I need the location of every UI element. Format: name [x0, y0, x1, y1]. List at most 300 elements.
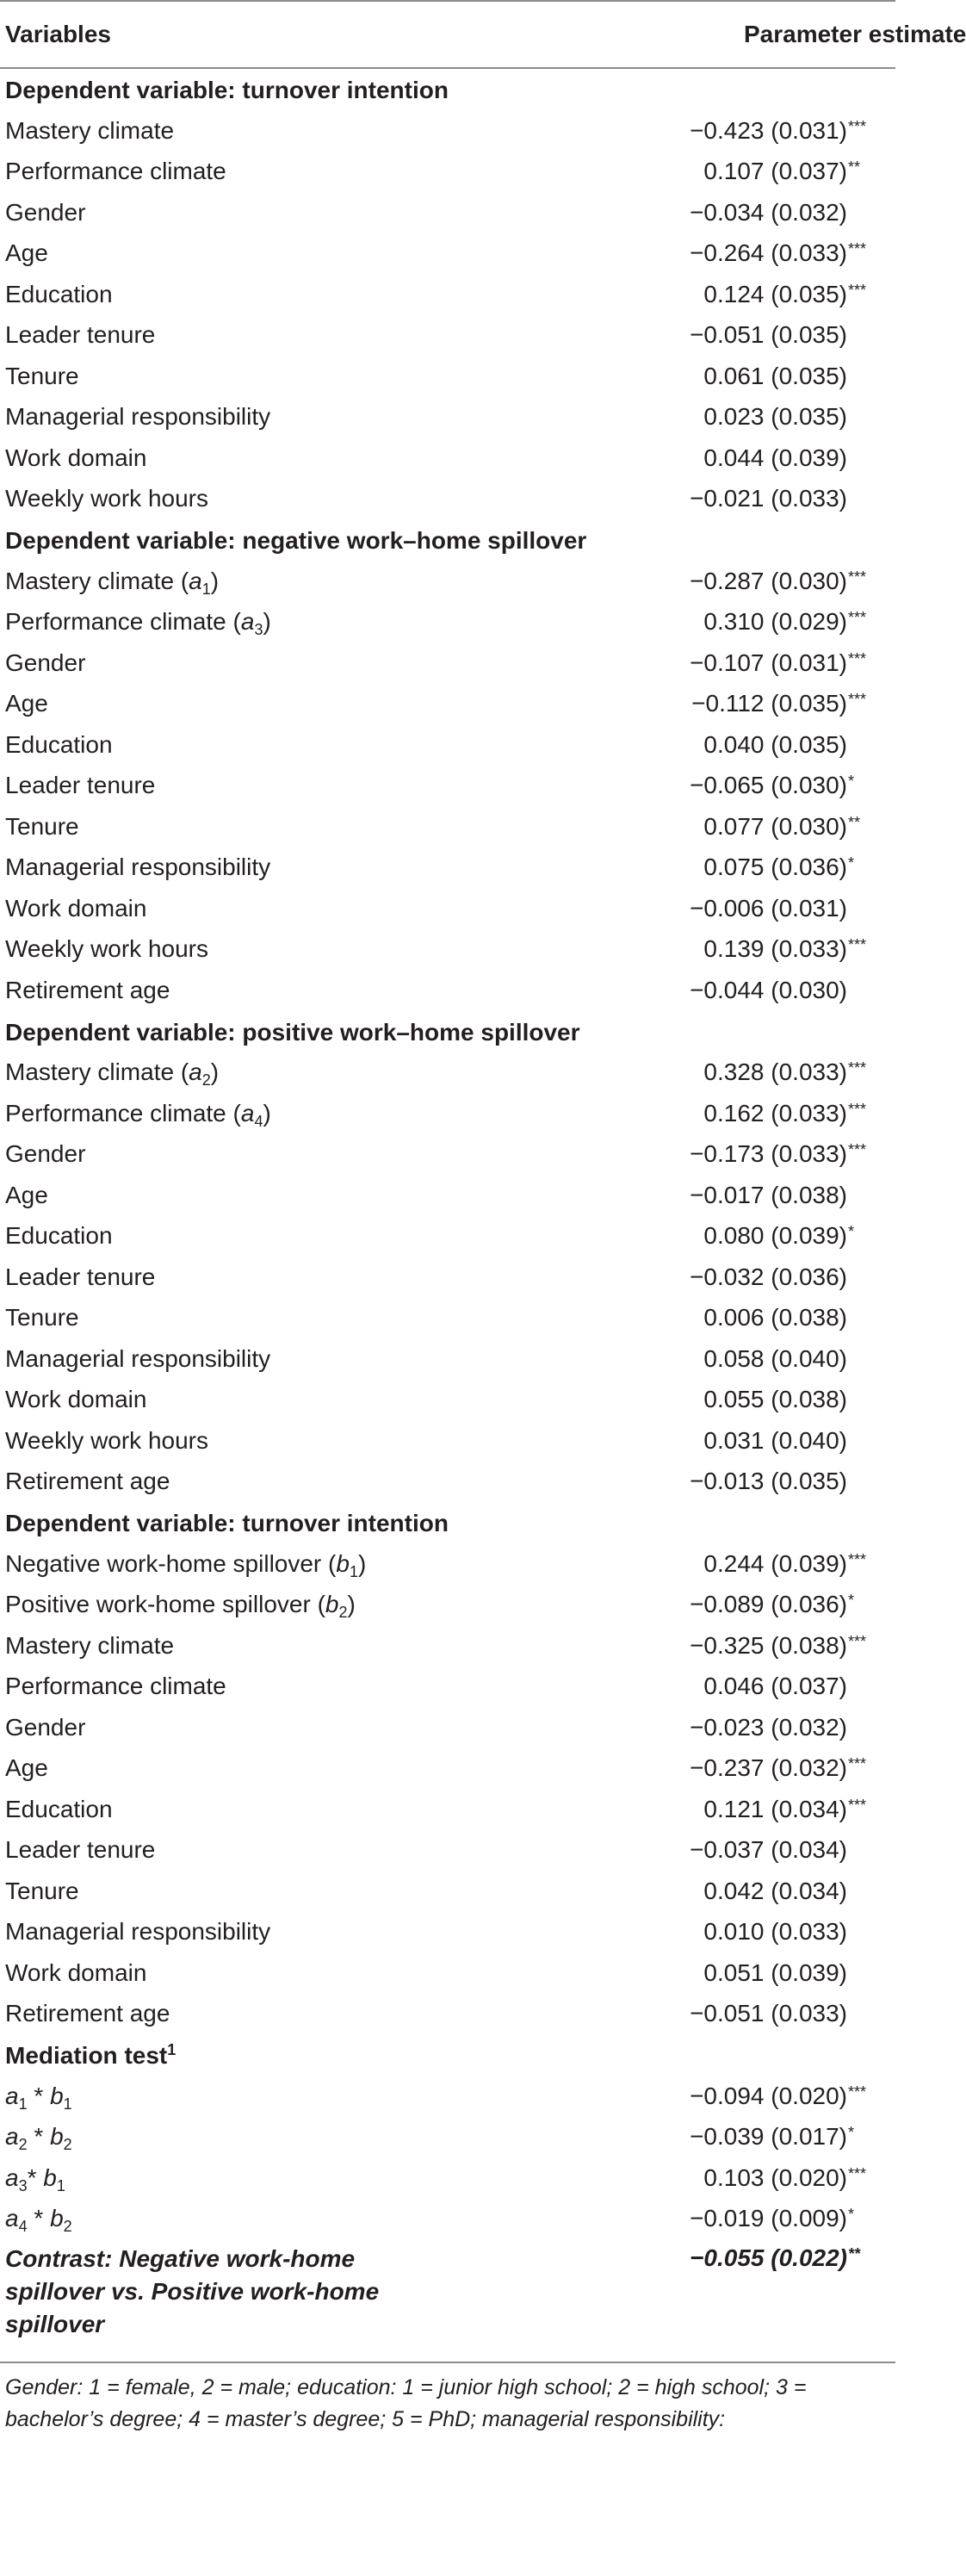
- variable-label-end: ): [263, 1099, 271, 1127]
- estimate-cell: [448, 444, 895, 472]
- significance-stars: ***: [848, 281, 867, 299]
- estimate-value: −0.325 (0.038): [690, 1631, 847, 1659]
- estimate-value: −0.094 (0.020): [690, 2082, 847, 2109]
- significance-stars: ***: [848, 2164, 867, 2182]
- table-row: [0, 642, 895, 684]
- table-row: [0, 1093, 895, 1134]
- path-subscript-a: 3: [18, 2176, 28, 2194]
- table-row: [0, 1175, 895, 1216]
- variable-cell: [0, 1140, 448, 1168]
- estimate-value: −0.019 (0.009): [690, 2205, 847, 2232]
- variable-cell: [0, 608, 448, 639]
- estimate-value: 0.055 (0.038): [703, 1386, 847, 1413]
- table-row: [0, 1871, 895, 1912]
- significance-stars: ***: [848, 691, 867, 709]
- estimate-cell: [448, 1959, 895, 1987]
- path-subscript: 1: [349, 1562, 358, 1580]
- variable-cell: [0, 1918, 448, 1946]
- variable-label: Managerial responsibility: [5, 853, 271, 881]
- variable-label: Weekly work hours: [5, 935, 209, 963]
- variable-cell: [0, 444, 448, 472]
- path-subscript-b: 2: [63, 2218, 72, 2236]
- estimate-cell: [448, 485, 895, 512]
- table-row: [0, 1952, 895, 1994]
- variable-label: Work domain: [5, 1958, 147, 1986]
- variable-label: Education: [5, 280, 113, 307]
- significance-stars: ***: [848, 1796, 867, 1814]
- path-symbol: a: [240, 1099, 255, 1127]
- variable-label: Retirement age: [5, 976, 170, 1003]
- estimate-cell: [448, 1058, 895, 1086]
- estimate-cell: [448, 649, 895, 677]
- estimate-value: −0.021 (0.033): [690, 485, 847, 512]
- variable-label: Performance climate: [5, 1673, 226, 1700]
- variable-cell: [0, 1222, 448, 1250]
- path-symbol-b: b: [50, 2082, 64, 2109]
- estimate-value: 0.075 (0.036): [703, 853, 847, 881]
- table-row: [0, 1994, 895, 2035]
- section-heading: [0, 2034, 895, 2076]
- estimate-value: 0.046 (0.037): [703, 1673, 847, 1700]
- estimate-value: 0.006 (0.038): [703, 1304, 847, 1331]
- variable-cell: [0, 2123, 448, 2154]
- significance-stars: *: [848, 1223, 855, 1241]
- variable-cell: [0, 1878, 448, 1905]
- table-row: [0, 1912, 895, 1953]
- estimate-cell: [448, 772, 895, 799]
- estimate-cell: [448, 158, 895, 185]
- variable-cell: [0, 1304, 448, 1331]
- estimate-cell: [448, 1632, 895, 1660]
- variable-label: Work domain: [5, 444, 147, 471]
- table-row: [0, 192, 895, 233]
- variable-cell: [0, 772, 448, 799]
- table-row: [0, 1462, 895, 1503]
- variable-cell: [0, 199, 448, 227]
- estimate-value: 0.023 (0.035): [703, 403, 847, 431]
- estimate-cell: [448, 2123, 895, 2151]
- section-title-text: Dependent variable: positive work–home spillover: [5, 1018, 580, 1046]
- variable-label-end: ): [210, 1058, 220, 1086]
- estimate-value: −0.112 (0.035): [691, 690, 847, 717]
- variable-cell: [0, 403, 448, 431]
- variable-cell: [0, 813, 448, 841]
- significance-stars: ***: [848, 1100, 867, 1118]
- variable-label: Retirement age: [5, 1468, 170, 1495]
- estimate-value: 0.310 (0.029): [703, 608, 847, 636]
- estimate-cell: [448, 403, 895, 431]
- estimate-value: −0.065 (0.030): [690, 772, 847, 799]
- estimate-value: −0.173 (0.033): [690, 1140, 847, 1168]
- estimate-cell: [448, 2000, 895, 2027]
- estimate-value: 0.031 (0.040): [703, 1426, 847, 1454]
- variable-cell: [0, 1796, 448, 1823]
- variable-label: Negative work-home spillover (: [5, 1549, 337, 1577]
- variable-label: Retirement age: [5, 2000, 170, 2027]
- variable-label: Managerial responsibility: [5, 403, 271, 431]
- table-row: [0, 356, 895, 397]
- estimate-cell: [448, 117, 895, 145]
- estimate-value: 0.103 (0.020): [703, 2163, 847, 2191]
- significance-stars: ***: [848, 1141, 867, 1159]
- path-subscript: 2: [338, 1604, 348, 1622]
- table-row: [0, 233, 895, 275]
- variable-label: Leader tenure: [5, 1836, 156, 1864]
- path-symbol: a: [189, 567, 202, 594]
- estimate-cell: [448, 281, 895, 308]
- estimate-value: 0.010 (0.033): [703, 1918, 847, 1946]
- variable-cell: [0, 690, 448, 717]
- variable-cell: [0, 1836, 448, 1864]
- variable-label: Weekly work hours: [5, 485, 209, 512]
- table-row: [0, 397, 895, 438]
- variable-label-end: ): [210, 567, 220, 594]
- estimate-cell: [448, 731, 895, 759]
- estimate-cell: [448, 1468, 895, 1495]
- section-heading: [0, 519, 895, 561]
- variable-cell: [0, 117, 448, 145]
- estimate-value: −0.089 (0.036): [690, 1591, 847, 1618]
- variable-cell: [0, 1550, 448, 1578]
- estimate-value: 0.080 (0.039): [703, 1222, 847, 1250]
- significance-stars: ***: [848, 1755, 867, 1773]
- table-row: [0, 2157, 895, 2199]
- variable-label: Work domain: [5, 894, 147, 922]
- section-title-text: Dependent variable: negative work–home spillover: [5, 527, 587, 554]
- variable-label-end: ): [263, 608, 271, 636]
- variable-label: Performance climate (: [5, 608, 241, 636]
- significance-stars: ***: [848, 240, 867, 258]
- variable-label: Education: [5, 1222, 113, 1250]
- table-row: [0, 970, 895, 1011]
- estimate-value: 0.044 (0.039): [703, 444, 847, 471]
- estimate-value: −0.051 (0.035): [690, 321, 847, 349]
- variable-label: Age: [5, 690, 48, 717]
- path-subscript-b: 1: [63, 2095, 72, 2113]
- variable-cell: [0, 281, 448, 308]
- section-title: [0, 74, 895, 107]
- table-row: [0, 1667, 895, 1708]
- significance-stars: ***: [848, 936, 867, 954]
- contrast-label: Contrast: Negative work-home spillover vs. Positive work-home spillover: [5, 2245, 380, 2337]
- estimate-cell: [448, 813, 895, 841]
- estimate-cell: [448, 1427, 895, 1455]
- estimate-value: 0.042 (0.034): [703, 1877, 847, 1904]
- variable-cell: [0, 158, 448, 185]
- contrast-row: [0, 2239, 895, 2346]
- estimate-cell: [448, 977, 895, 1004]
- variable-label: Weekly work hours: [5, 1426, 209, 1454]
- estimate-cell: [448, 2164, 895, 2192]
- variable-label: Age: [5, 1181, 48, 1208]
- estimate-cell: [448, 1345, 895, 1373]
- table-row: [0, 1748, 895, 1790]
- variable-label: Performance climate (: [5, 1099, 241, 1127]
- estimate-value: 0.058 (0.040): [703, 1344, 847, 1372]
- variable-label: Leader tenure: [5, 321, 156, 349]
- path-symbol-b: b: [50, 2205, 64, 2232]
- path-symbol-b: b: [50, 2123, 64, 2151]
- estimate-cell: [448, 1386, 895, 1413]
- significance-stars: *: [848, 1592, 855, 1610]
- significance-stars: ***: [848, 1550, 867, 1568]
- variable-label: Tenure: [5, 812, 79, 840]
- path-symbol-a: a: [5, 2082, 19, 2109]
- table-row: [0, 2117, 895, 2158]
- estimate-cell: [448, 568, 895, 595]
- section-title-text: Dependent variable: turnover intention: [5, 77, 449, 103]
- estimate-cell: [448, 690, 895, 717]
- path-symbol-a: a: [5, 2123, 19, 2151]
- variable-cell: [0, 1591, 448, 1622]
- estimate-value: 0.139 (0.033): [703, 935, 847, 963]
- estimate-value: −0.055 (0.022): [690, 2244, 847, 2271]
- estimate-cell: [448, 1836, 895, 1864]
- estimate-cell: [448, 895, 895, 922]
- variable-cell: [0, 1427, 448, 1455]
- table-row: [0, 110, 895, 152]
- table-row: [0, 766, 895, 807]
- estimate-value: −0.107 (0.031): [690, 649, 847, 676]
- section-heading: [0, 1011, 895, 1052]
- variable-label: Education: [5, 1795, 113, 1822]
- estimate-value: −0.287 (0.030): [690, 567, 847, 594]
- footnote-marker: 1: [167, 2041, 176, 2058]
- variable-label: Managerial responsibility: [5, 1918, 271, 1946]
- estimate-value: −0.017 (0.038): [690, 1181, 847, 1208]
- table-row: [0, 561, 895, 602]
- variable-label: Education: [5, 730, 113, 758]
- path-subscript-b: 2: [63, 2136, 72, 2154]
- table-row: [0, 438, 895, 479]
- table-row: [0, 2199, 895, 2240]
- significance-stars: ***: [848, 568, 867, 586]
- significance-stars: ***: [848, 2083, 867, 2101]
- variable-label: Gender: [5, 649, 86, 676]
- variable-cell: [0, 2164, 448, 2192]
- path-symbol-a: a: [5, 2205, 19, 2232]
- section-title-text: Mediation test: [5, 2042, 168, 2069]
- estimate-cell: [448, 199, 895, 227]
- table-row: [0, 1830, 895, 1871]
- estimate-value: 0.107 (0.037): [703, 158, 847, 185]
- variable-cell: [0, 1386, 448, 1413]
- variable-cell: [0, 977, 448, 1004]
- variable-label: Managerial responsibility: [5, 1344, 271, 1372]
- table-footnote: Gender: 1 = female, 2 = male; education: 1 = junior high school; 2 = high school; 3 = bachelor’s degree; 4 = master’s degree; 5 = PhD; managerial responsibility:: [0, 2362, 895, 2436]
- header-parameter-estimate: Parameter estimate: [744, 21, 966, 47]
- significance-stars: *: [848, 2124, 855, 2142]
- variable-cell: [0, 1345, 448, 1373]
- table-row: [0, 684, 895, 725]
- significance-stars: *: [848, 773, 855, 791]
- estimate-cell: [448, 1550, 895, 1578]
- header-variables: Variables: [5, 21, 111, 47]
- table-row: [0, 1134, 895, 1176]
- estimate-value: 0.244 (0.039): [703, 1549, 847, 1577]
- estimate-value: 0.124 (0.035): [703, 280, 847, 307]
- section-title: [0, 525, 895, 557]
- estimate-cell: [448, 1591, 895, 1618]
- estimate-cell: [448, 363, 895, 390]
- variable-cell: [0, 935, 448, 963]
- estimate-cell: [448, 608, 895, 636]
- variable-cell: [0, 239, 448, 267]
- estimate-value: −0.013 (0.035): [690, 1468, 847, 1495]
- table-row: [0, 1338, 895, 1380]
- section-heading: [0, 1502, 895, 1543]
- variable-cell: [0, 1714, 448, 1741]
- variable-label: Age: [5, 1754, 48, 1782]
- variable-label: Tenure: [5, 362, 79, 389]
- table-row: [0, 806, 895, 847]
- path-subscript-a: 1: [18, 2095, 28, 2113]
- path-subscript-b: 1: [56, 2176, 65, 2194]
- estimate-cell: [448, 1222, 895, 1250]
- variable-label: Positive work-home spillover (: [5, 1591, 325, 1618]
- table-row: [0, 1789, 895, 1830]
- estimate-cell: [448, 1754, 895, 1782]
- variable-cell: [0, 1959, 448, 1987]
- significance-stars: **: [848, 158, 861, 177]
- variable-cell: [0, 321, 448, 349]
- variable-label: Mastery climate: [5, 1631, 175, 1659]
- table-row: [0, 1543, 895, 1585]
- table-row: [0, 1298, 895, 1339]
- variable-label-end: ): [357, 1549, 367, 1577]
- product-operator: *: [27, 2123, 51, 2151]
- variable-cell: [0, 1058, 448, 1089]
- estimate-cell: [448, 1100, 895, 1127]
- table-row: [0, 602, 895, 643]
- table-row: [0, 1380, 895, 1421]
- variable-cell: [0, 2000, 448, 2027]
- variable-label: Gender: [5, 1713, 86, 1741]
- path-subscript: 1: [201, 580, 211, 598]
- estimate-cell: [448, 1796, 895, 1823]
- estimate-value: −0.006 (0.031): [690, 894, 847, 922]
- estimate-cell: [448, 321, 895, 349]
- variable-cell: [0, 1673, 448, 1700]
- estimate-cell: [448, 1878, 895, 1905]
- variable-cell: [0, 1468, 448, 1495]
- product-operator: *: [27, 2205, 51, 2232]
- significance-stars: ***: [848, 1059, 867, 1077]
- table-row: [0, 1216, 895, 1257]
- table-row: [0, 1585, 895, 1626]
- variable-cell: [0, 1754, 448, 1782]
- estimate-cell: [448, 1182, 895, 1209]
- significance-stars: ***: [848, 649, 867, 667]
- estimate-value: −0.039 (0.017): [690, 2123, 847, 2151]
- path-subscript-a: 4: [18, 2218, 28, 2236]
- variable-cell: [0, 1182, 448, 1209]
- variable-label: Leader tenure: [5, 1263, 156, 1290]
- estimate-value: −0.044 (0.030): [690, 976, 847, 1003]
- estimate-value: 0.040 (0.035): [703, 730, 847, 758]
- estimate-value: 0.121 (0.034): [703, 1795, 847, 1822]
- product-operator: *: [27, 2163, 44, 2191]
- variable-cell: [0, 649, 448, 677]
- estimate-value: 0.328 (0.033): [703, 1058, 847, 1086]
- section-title: [0, 2039, 895, 2072]
- variable-cell: [0, 2205, 448, 2236]
- estimate-value: −0.023 (0.032): [690, 1713, 847, 1741]
- estimate-cell: [448, 1714, 895, 1741]
- variable-cell: [0, 485, 448, 512]
- product-operator: *: [27, 2082, 51, 2109]
- table-row: [0, 847, 895, 889]
- estimate-value: −0.034 (0.032): [690, 198, 847, 226]
- variable-label: Mastery climate (: [5, 567, 189, 594]
- estimate-cell: [448, 1140, 895, 1168]
- path-symbol: a: [189, 1058, 202, 1086]
- estimate-cell: [448, 2243, 895, 2272]
- significance-stars: ***: [848, 609, 867, 627]
- table-row: [0, 315, 895, 357]
- estimate-value: −0.423 (0.031): [690, 116, 847, 144]
- path-subscript: 3: [254, 621, 263, 639]
- table-row: [0, 2076, 895, 2117]
- table-row: [0, 479, 895, 520]
- estimate-value: −0.037 (0.034): [690, 1836, 847, 1864]
- variable-label: Age: [5, 239, 48, 267]
- estimate-value: −0.237 (0.032): [690, 1754, 847, 1782]
- estimate-cell: [448, 1673, 895, 1700]
- path-subscript: 4: [254, 1112, 263, 1130]
- variable-cell: [0, 853, 448, 881]
- significance-stars: **: [848, 813, 861, 831]
- estimate-value: 0.051 (0.039): [703, 1958, 847, 1986]
- path-subscript: 2: [201, 1071, 211, 1089]
- variable-cell: [0, 895, 448, 922]
- estimate-cell: [448, 935, 895, 963]
- path-subscript-a: 2: [18, 2136, 28, 2154]
- table-row: [0, 274, 895, 315]
- variable-label: Mastery climate (: [5, 1058, 189, 1086]
- estimate-cell: [448, 853, 895, 881]
- significance-stars: *: [848, 854, 855, 872]
- section-title: [0, 1507, 895, 1540]
- variable-label: Tenure: [5, 1304, 79, 1331]
- significance-stars: *: [848, 2206, 855, 2224]
- variable-cell: [0, 1263, 448, 1291]
- path-symbol-a: a: [5, 2163, 19, 2191]
- significance-stars: ***: [848, 117, 867, 135]
- table-row: [0, 1625, 895, 1667]
- table-row: [0, 152, 895, 193]
- variable-label: Performance climate: [5, 158, 226, 185]
- table-row: [0, 1420, 895, 1462]
- estimate-value: 0.061 (0.035): [703, 362, 847, 389]
- estimate-value: −0.264 (0.033): [690, 239, 847, 267]
- path-symbol: b: [336, 1549, 350, 1577]
- estimate-cell: [448, 2205, 895, 2232]
- path-symbol-b: b: [43, 2163, 57, 2191]
- path-symbol: a: [240, 608, 255, 636]
- variable-cell: [0, 731, 448, 759]
- estimate-cell: [448, 2083, 895, 2110]
- estimate-value: 0.077 (0.030): [703, 812, 847, 840]
- variable-cell: [0, 2082, 448, 2113]
- estimate-value: −0.032 (0.036): [690, 1263, 847, 1290]
- table-row: [0, 1257, 895, 1298]
- estimate-cell: [448, 1263, 895, 1291]
- variable-label: Work domain: [5, 1386, 147, 1413]
- estimate-cell: [448, 1304, 895, 1331]
- estimate-cell: [448, 239, 895, 267]
- variable-label: Mastery climate: [5, 116, 175, 144]
